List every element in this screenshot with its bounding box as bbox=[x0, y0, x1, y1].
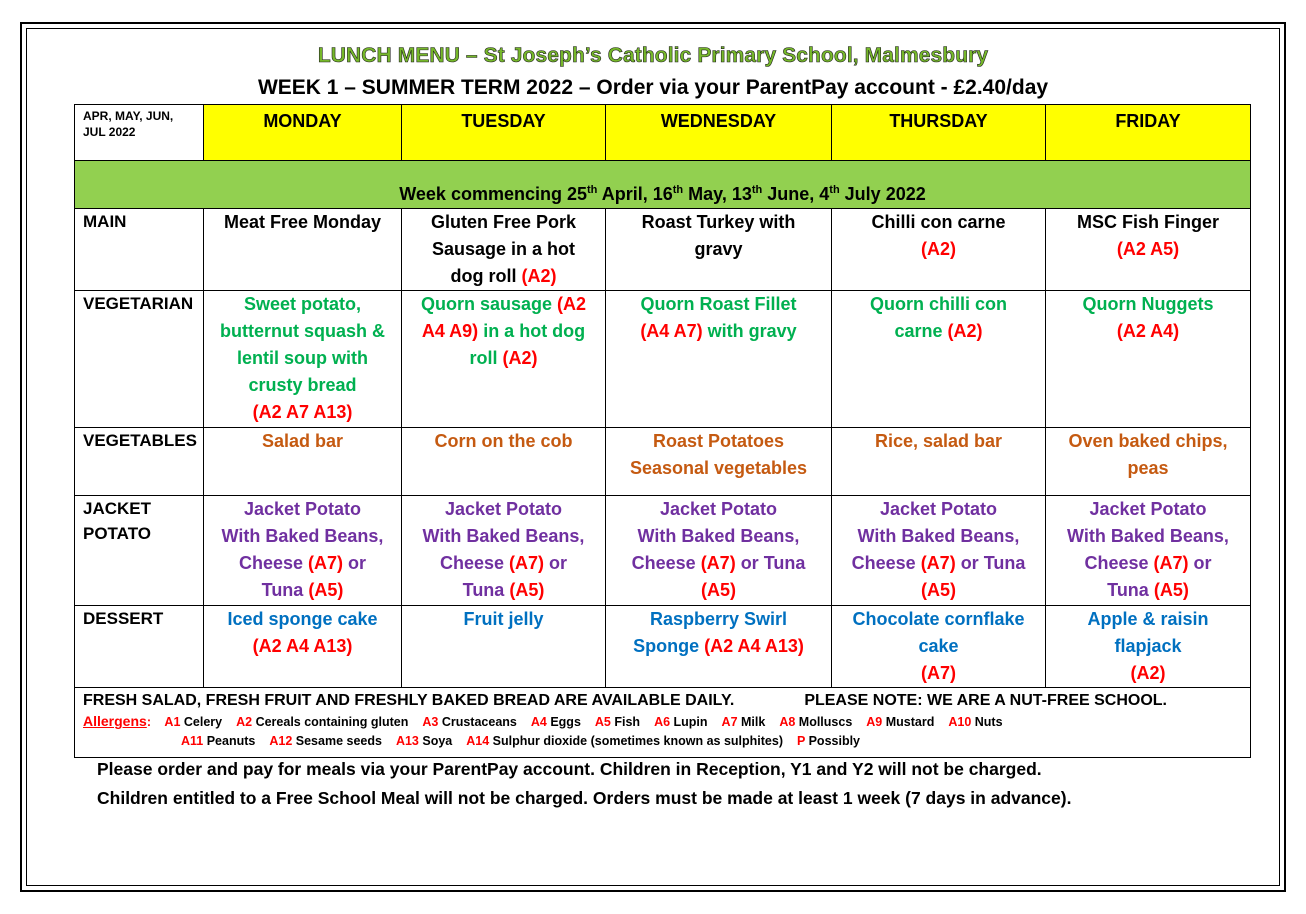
vegetables-friday bbox=[1046, 428, 1251, 496]
allergen-name: Lupin bbox=[670, 715, 708, 729]
dish-text: Chocolate cornflake bbox=[852, 609, 1025, 629]
dish-text: Meat Free Monday bbox=[223, 212, 382, 232]
dish-text: Jacket Potato bbox=[659, 499, 778, 519]
dish-text: MSC Fish Finger bbox=[1076, 212, 1219, 232]
order-instructions-line2: Children entitled to a Free School Meal will not be charged. Orders must be made at least 1 week (7 days in advance). bbox=[97, 788, 1072, 808]
allergen-name: Peanuts bbox=[203, 734, 256, 748]
week-suffix: th bbox=[587, 184, 598, 196]
allergen-legend-item bbox=[797, 734, 860, 748]
menu-subtitle: WEEK 1 – SUMMER TERM 2022 – Order via your ParentPay account - £2.40/day bbox=[257, 76, 1049, 99]
dish-text: with gravy bbox=[702, 321, 797, 341]
dish-text: flapjack bbox=[1114, 636, 1182, 656]
main-row bbox=[75, 209, 1251, 291]
row-label-jacket-potato bbox=[75, 496, 204, 606]
allergen-name: Nuts bbox=[971, 715, 1003, 729]
allergen-code: A11 bbox=[181, 734, 204, 748]
dish-text: Quorn Nuggets bbox=[1082, 294, 1214, 314]
allergen-code: A5 bbox=[594, 715, 611, 729]
allergen-code: A3 bbox=[422, 715, 439, 729]
dessert-thursday bbox=[832, 606, 1046, 688]
allergen-code: A4 bbox=[530, 715, 547, 729]
jacket-potato-wednesday bbox=[606, 496, 832, 606]
week-commencing-cell bbox=[75, 161, 1251, 209]
allergen-code: A7 bbox=[721, 715, 738, 729]
allergen-codes: A4 A9) bbox=[421, 321, 479, 341]
allergen-legend-item bbox=[779, 715, 852, 729]
allergen-legend-item bbox=[396, 734, 452, 748]
dish-text: in a hot dog bbox=[478, 321, 586, 341]
allergen-codes: (A2 A7 A13) bbox=[252, 402, 353, 422]
jacket-potato-tuesday bbox=[402, 496, 606, 606]
allergen-name: Crustaceans bbox=[438, 715, 517, 729]
dessert-row bbox=[75, 606, 1251, 688]
day-header-tuesday: TUESDAY bbox=[402, 105, 606, 161]
dish-text: Tuna bbox=[1107, 580, 1154, 600]
main-friday bbox=[1046, 209, 1251, 291]
dish-text: gravy bbox=[694, 239, 743, 259]
allergen-legend-item bbox=[866, 715, 934, 729]
allergen-codes: (A2) bbox=[521, 266, 557, 286]
dish-text: Jacket Potato bbox=[444, 499, 563, 519]
vegetables-monday bbox=[204, 428, 402, 496]
dish-text: Jacket Potato bbox=[879, 499, 998, 519]
dish-text: Apple & raisin bbox=[1087, 609, 1209, 629]
dish-text: Cheese bbox=[631, 553, 701, 573]
allergen-legend-item bbox=[164, 715, 222, 729]
allergen-name: Sesame seeds bbox=[292, 734, 382, 748]
dish-text: or bbox=[343, 553, 367, 573]
day-header-monday: MONDAY bbox=[204, 105, 402, 161]
dish-text: Iced sponge cake bbox=[227, 609, 378, 629]
week-suffix: th bbox=[751, 184, 763, 196]
day-header-thursday: THURSDAY bbox=[832, 105, 1046, 161]
vegetarian-row bbox=[75, 291, 1251, 428]
allergen-code: A14 bbox=[466, 734, 490, 748]
dish-text: Roast Potatoes bbox=[652, 431, 785, 451]
allergen-code: A12 bbox=[269, 734, 293, 748]
allergen-codes: (A2) bbox=[502, 348, 538, 368]
allergen-codes: (A7) bbox=[700, 553, 736, 573]
day-header-friday: FRIDAY bbox=[1046, 105, 1251, 161]
allergen-codes: (A2) bbox=[921, 239, 956, 259]
allergen-legend-item bbox=[466, 734, 783, 748]
dish-text: crusty bread bbox=[248, 375, 357, 395]
footer-row bbox=[75, 688, 1251, 758]
main-thursday bbox=[832, 209, 1046, 291]
row-label-vegetarian: VEGETARIAN bbox=[75, 291, 204, 428]
term-months-line2: JUL 2022 bbox=[83, 125, 136, 139]
dish-text: Seasonal vegetables bbox=[629, 458, 808, 478]
dish-text: Sponge bbox=[633, 636, 705, 656]
dish-text: Corn on the cob bbox=[434, 431, 573, 451]
dish-text: Salad bar bbox=[261, 431, 344, 451]
dish-text: Roast Turkey with bbox=[641, 212, 796, 232]
allergen-code: P bbox=[797, 734, 806, 748]
allergen-codes: (A7) bbox=[1153, 553, 1189, 573]
dessert-tuesday bbox=[402, 606, 606, 688]
dish-text: Sausage in a hot bbox=[431, 239, 576, 259]
vegetables-thursday bbox=[832, 428, 1046, 496]
day-header-wednesday: WEDNESDAY bbox=[606, 105, 832, 161]
dish-text: or bbox=[1188, 553, 1212, 573]
allergen-codes: (A2 A4 A13) bbox=[252, 636, 353, 656]
dish-text: Oven baked chips, bbox=[1068, 431, 1228, 451]
allergen-code: A1 bbox=[164, 715, 181, 729]
dish-text: lentil soup with bbox=[237, 348, 368, 368]
allergen-code: A8 bbox=[779, 715, 796, 729]
allergen-name: Eggs bbox=[546, 715, 581, 729]
nut-free-note: PLEASE NOTE: WE ARE A NUT-FREE SCHOOL. bbox=[804, 692, 1167, 709]
dish-text: With Baked Beans, bbox=[1067, 526, 1229, 546]
jacket-potato-monday bbox=[204, 496, 402, 606]
vegetarian-tuesday bbox=[402, 291, 606, 428]
allergen-code: A2 bbox=[236, 715, 253, 729]
allergen-name: Fish bbox=[610, 715, 641, 729]
allergens-legend-line1 bbox=[83, 712, 1250, 732]
week-text: July 2022 bbox=[839, 184, 926, 204]
allergens-label: Allergens bbox=[83, 713, 147, 729]
allergen-codes: (A4 A7) bbox=[640, 321, 703, 341]
dish-text: dog roll bbox=[450, 266, 522, 286]
row-label-dessert: DESSERT bbox=[75, 606, 204, 688]
dessert-wednesday bbox=[606, 606, 832, 688]
row-label-vegetables: VEGETABLES bbox=[75, 428, 204, 496]
allergen-name: Soya bbox=[418, 734, 453, 748]
week-text: April, 16 bbox=[597, 184, 673, 204]
allergen-code: A13 bbox=[395, 734, 419, 748]
dish-text: With Baked Beans, bbox=[221, 526, 384, 546]
allergen-codes: (A2) bbox=[947, 321, 983, 341]
dish-text: or Tuna bbox=[735, 553, 806, 573]
allergen-name: Celery bbox=[180, 715, 223, 729]
dish-text: With Baked Beans, bbox=[857, 526, 1020, 546]
allergens-legend-line2 bbox=[83, 732, 1250, 751]
jacket-potato-friday bbox=[1046, 496, 1251, 606]
dish-text: butternut squash & bbox=[220, 321, 385, 341]
week-commencing-row bbox=[75, 161, 1251, 209]
lunch-menu-table bbox=[74, 104, 1251, 758]
allergen-legend-item bbox=[236, 715, 408, 729]
allergen-legend-item bbox=[722, 715, 766, 729]
dish-text: or bbox=[544, 553, 568, 573]
dish-text: Cheese bbox=[238, 553, 309, 573]
allergen-codes: (A2) bbox=[1130, 663, 1166, 683]
allergen-codes: (A7) bbox=[509, 553, 545, 573]
term-months-line1: APR, MAY, JUN, bbox=[83, 109, 174, 123]
allergen-code: A9 bbox=[866, 715, 883, 729]
dish-text: Cheese bbox=[851, 553, 921, 573]
allergen-legend-item bbox=[269, 734, 382, 748]
dish-text: Quorn sausage bbox=[420, 294, 558, 314]
allergen-codes: (A5) bbox=[701, 580, 736, 600]
allergen-name: Milk bbox=[737, 715, 766, 729]
allergen-name: Molluscs bbox=[795, 715, 853, 729]
dish-text: cake bbox=[918, 636, 959, 656]
jacket-potato-row bbox=[75, 496, 1251, 606]
row-label-line: POTATO bbox=[83, 524, 151, 543]
allergen-legend-item bbox=[531, 715, 581, 729]
vegetarian-wednesday bbox=[606, 291, 832, 428]
daily-availability bbox=[83, 690, 1250, 712]
dish-text: Raspberry Swirl bbox=[649, 609, 788, 629]
vegetables-row bbox=[75, 428, 1251, 496]
dish-text: Jacket Potato bbox=[243, 499, 362, 519]
main-monday bbox=[204, 209, 402, 291]
footer-cell bbox=[75, 688, 1251, 758]
day-header-row bbox=[75, 105, 1251, 161]
allergen-codes: (A2 A4 A13) bbox=[704, 636, 804, 656]
dish-text: Gluten Free Pork bbox=[430, 212, 577, 232]
term-months-cell bbox=[75, 105, 204, 161]
dish-text: or Tuna bbox=[955, 553, 1026, 573]
row-label-main: MAIN bbox=[75, 209, 204, 291]
vegetables-tuesday bbox=[402, 428, 606, 496]
vegetarian-monday bbox=[204, 291, 402, 428]
allergen-codes: (A2 A4) bbox=[1116, 321, 1180, 341]
allergen-codes: (A5) bbox=[921, 580, 956, 600]
week-suffix: th bbox=[672, 184, 684, 196]
allergen-legend-item bbox=[181, 734, 255, 748]
allergen-codes: (A7) bbox=[921, 663, 956, 683]
allergen-legend-item bbox=[948, 715, 1002, 729]
dish-text: Tuna bbox=[462, 580, 510, 600]
dessert-friday bbox=[1046, 606, 1251, 688]
week-text: May, 13 bbox=[683, 184, 752, 204]
allergen-codes: (A2 bbox=[557, 294, 587, 314]
order-instructions-line1: Please order and pay for meals via your ParentPay account. Children in Reception, Y1 and Y2 will not be charged. bbox=[97, 759, 1042, 779]
dish-text: peas bbox=[1127, 458, 1169, 478]
allergen-legend-item bbox=[595, 715, 640, 729]
dish-text: Quorn chilli con bbox=[869, 294, 1007, 314]
dish-text: Chilli con carne bbox=[871, 212, 1006, 232]
dish-text: Cheese bbox=[439, 553, 510, 573]
dish-text: With Baked Beans, bbox=[637, 526, 800, 546]
row-label-line: JACKET bbox=[83, 499, 152, 518]
dish-text: With Baked Beans, bbox=[422, 526, 585, 546]
allergen-codes: (A5) bbox=[308, 580, 344, 600]
allergens-colon: : bbox=[146, 715, 151, 729]
dish-text: Jacket Potato bbox=[1089, 499, 1207, 519]
week-text: Week commencing 25 bbox=[399, 184, 587, 204]
allergen-codes: (A7) bbox=[308, 553, 344, 573]
allergen-name: Sulphur dioxide (sometimes known as sulphites) bbox=[489, 734, 783, 748]
allergen-code: A6 bbox=[654, 715, 671, 729]
vegetarian-friday bbox=[1046, 291, 1251, 428]
allergen-name: Cereals containing gluten bbox=[252, 715, 409, 729]
fresh-food-note: FRESH SALAD, FRESH FRUIT AND FRESHLY BAKED BREAD ARE AVAILABLE DAILY. bbox=[83, 692, 735, 709]
allergen-codes: (A5) bbox=[509, 580, 545, 600]
allergen-legend-item bbox=[654, 715, 707, 729]
allergen-codes: (A5) bbox=[1153, 580, 1189, 600]
week-suffix: th bbox=[829, 184, 840, 196]
dish-text: Cheese bbox=[1084, 553, 1154, 573]
allergen-legend-item bbox=[422, 715, 517, 729]
dish-text: Sweet potato, bbox=[243, 294, 361, 314]
allergen-name: Possibly bbox=[805, 734, 861, 748]
vegetables-wednesday bbox=[606, 428, 832, 496]
allergen-name: Mustard bbox=[882, 715, 935, 729]
jacket-potato-thursday bbox=[832, 496, 1046, 606]
menu-title: LUNCH MENU – St Joseph’s Catholic Primary School, Malmesbury bbox=[317, 44, 989, 67]
dish-text: carne bbox=[894, 321, 948, 341]
dish-text: roll bbox=[469, 348, 503, 368]
dessert-monday bbox=[204, 606, 402, 688]
allergen-codes: (A2 A5) bbox=[1116, 239, 1180, 259]
dish-text: Tuna bbox=[261, 580, 309, 600]
dish-text: Fruit jelly bbox=[463, 609, 544, 629]
main-wednesday bbox=[606, 209, 832, 291]
main-tuesday bbox=[402, 209, 606, 291]
dish-text: Rice, salad bar bbox=[874, 431, 1003, 451]
vegetarian-thursday bbox=[832, 291, 1046, 428]
week-text: June, 4 bbox=[762, 184, 830, 204]
dish-text: Quorn Roast Fillet bbox=[640, 294, 797, 314]
allergen-codes: (A7) bbox=[920, 553, 956, 573]
allergen-code: A10 bbox=[948, 715, 972, 729]
